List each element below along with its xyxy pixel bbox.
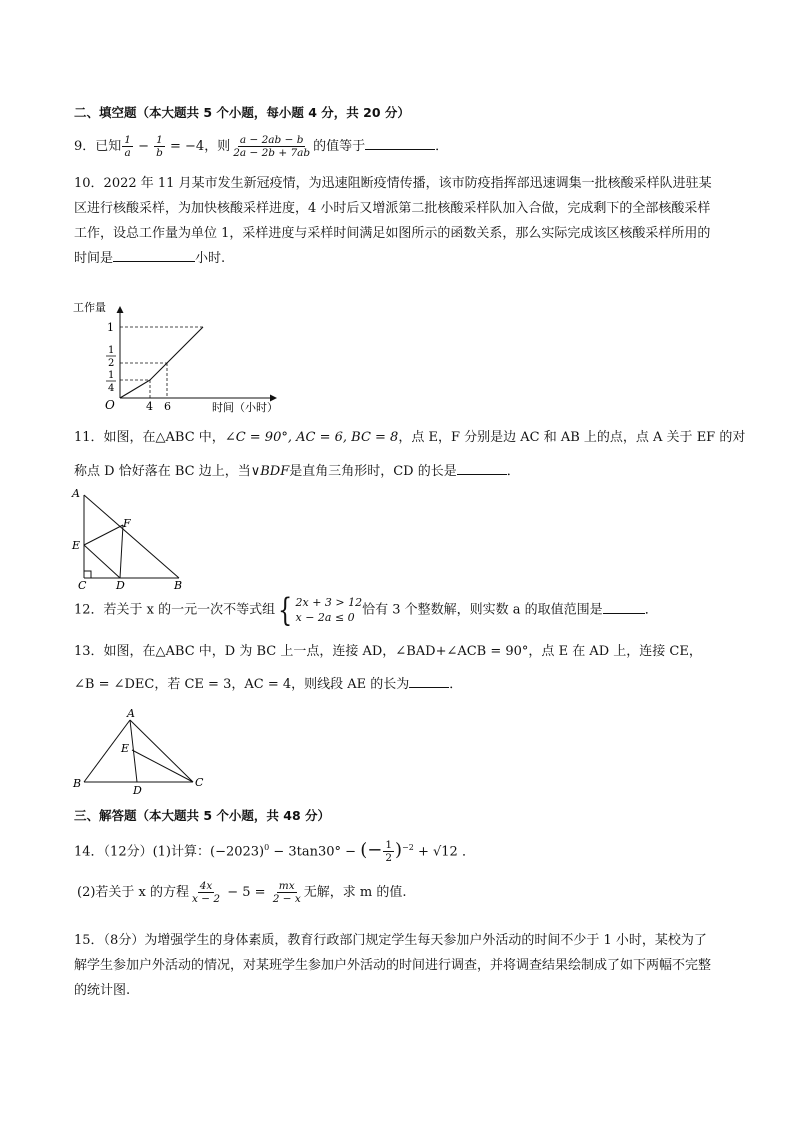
q9-answer-blank[interactable]	[365, 136, 435, 150]
q13-triangle-figure	[70, 705, 215, 797]
q13-label-d: D	[133, 784, 142, 797]
q14-p1-tan: − 3tan30° −	[269, 844, 361, 860]
q12-end: ．	[644, 602, 658, 618]
q11-line1c: ，点 E，F 分别是边 AC 和 AB 上的点，点 A 关于 EF 的对	[398, 430, 746, 445]
question-9	[74, 134, 448, 159]
q9-suffix: 的值等于	[313, 139, 366, 154]
q9-f1-denominator: a	[124, 147, 131, 159]
section-3-title: 三、解答题（本大题共 5 个小题，共 48 分）	[74, 808, 331, 823]
q11-label-b: B	[174, 579, 183, 592]
q11-end: ．	[506, 464, 520, 479]
q12-brace: {	[278, 591, 293, 629]
q9-prefix: 9．已知	[74, 139, 122, 154]
question-13-line-2	[74, 674, 462, 695]
question-10	[74, 171, 714, 271]
graph-x-tick-6: 6	[164, 400, 171, 413]
q11-answer-blank[interactable]	[457, 461, 507, 475]
q11-line1a: 11．如图，在△ABC 中，	[74, 430, 225, 445]
graph-x-label: 时间（小时）	[212, 401, 278, 414]
q9-fraction-3	[231, 134, 312, 159]
q9-minus: −	[133, 139, 154, 154]
q13-label-b: B	[73, 777, 82, 790]
q12-suffix: 恰有 3 个整数解，则实数 a 的取值范围是	[362, 602, 603, 618]
graph-y-tick-quarter-num: 1	[108, 370, 115, 381]
question-14-part-2	[77, 880, 407, 905]
q9-end: ．	[435, 139, 449, 154]
q12-inequality-system	[275, 591, 363, 629]
graph-progress-line	[120, 327, 203, 398]
q11-label-c: C	[78, 579, 87, 592]
q9-f2-numerator: 1	[156, 134, 163, 146]
question-12	[74, 591, 658, 629]
q11-given: ∠C = 90°, AC = 6, BC = 8	[224, 430, 399, 445]
q14-p1-paren-close: )	[395, 839, 403, 861]
q13-label-c: C	[195, 776, 204, 789]
q9-fraction-2	[154, 134, 165, 159]
q14-p2-prefix: (2)若关于 x 的方程	[77, 885, 190, 900]
q14-p2-f1-num: 4x	[199, 880, 213, 892]
q9-f3-numerator: a − 2ab − b	[239, 134, 304, 146]
q14-p1-prefix: 14．（12分）(1)计算：	[74, 844, 210, 860]
question-14-part-1	[74, 836, 475, 864]
question-11-line-1	[74, 428, 745, 448]
q14-p1-sqrt12: + √12 ．	[413, 844, 475, 860]
question-13-line-1: 13．如图，在△ABC 中，D 为 BC 上一点，连接 AD，∠BAD+∠ACB = 90°，点 E 在 AD 上，连接 CE，	[74, 644, 702, 659]
q10-answer-blank[interactable]	[113, 248, 195, 262]
q11-line2c: 是直角三角形时，CD 的长是	[289, 464, 457, 479]
q11-label-d: D	[116, 579, 125, 592]
q9-f3-denominator: 2a − 2b + 7ab	[233, 147, 311, 159]
q10-unit: 小时.	[195, 251, 226, 266]
q11-label-a: A	[72, 487, 80, 500]
q13-end: ．	[449, 677, 463, 692]
graph-y-tick-1: 1	[107, 321, 114, 334]
q14-p2-f2-den: 2 − x	[272, 893, 301, 905]
q11-triangle-figure	[66, 485, 196, 593]
q9-f2-denominator: b	[156, 147, 163, 159]
graph-y-tick-half-num: 1	[108, 345, 115, 356]
question-11-line-2	[74, 461, 520, 482]
q9-fraction-1	[122, 134, 133, 159]
q14-p2-fraction-2	[271, 880, 303, 905]
q14-p2-minus5: − 5 =	[223, 885, 270, 900]
q11-triangle-bdf: ∨BDF	[250, 464, 290, 479]
q11-label-f: F	[123, 517, 131, 530]
graph-y-label: 工作量	[73, 301, 106, 314]
q14-p1-term-1: (−2023)	[210, 844, 265, 860]
q12-prefix: 12．若关于 x 的一元一次不等式组	[74, 602, 276, 618]
q14-p1-exponent-0: 0	[264, 843, 270, 852]
graph-y-tick-half-den: 2	[108, 358, 115, 369]
q14-p1-half-fraction	[383, 839, 394, 864]
q12-inequality-1: 2x + 3 > 12	[295, 596, 363, 609]
q14-p2-f2-num: mx	[278, 880, 295, 892]
q14-p1-half-num: 1	[385, 839, 392, 852]
q13-line2a: ∠B = ∠DEC，若 CE = 3，AC = 4，则线段 AE 的长为	[74, 677, 410, 692]
q11-line2a: 称点 D 恰好落在 BC 边上，当	[74, 464, 251, 479]
q14-p2-suffix: 无解，求 m 的值.	[303, 885, 407, 900]
q14-p1-half-den: 2	[385, 852, 392, 865]
q12-inequality-2: x − 2a ≤ 0	[295, 611, 355, 624]
q13-label-e: E	[121, 742, 130, 755]
graph-x-tick-4: 4	[146, 400, 153, 413]
q14-p1-paren-open: (−	[360, 839, 383, 861]
q12-answer-blank[interactable]	[603, 600, 645, 614]
q13-answer-blank[interactable]	[409, 674, 449, 688]
q10-work-time-graph	[70, 294, 290, 419]
graph-y-tick-quarter-den: 4	[108, 383, 115, 394]
q11-label-e: E	[72, 539, 81, 552]
q13-label-a: A	[127, 707, 135, 720]
q14-p2-f1-den: x − 2	[192, 893, 221, 905]
section-2-title: 二、填空题（本大题共 5 个小题，每小题 4 分，共 20 分）	[74, 105, 410, 120]
graph-origin: O	[105, 398, 115, 412]
question-15: 15．（8分）为增强学生的身体素质，教育行政部门规定学生每天参加户外活动的时间不少于 1 小时，某校为了解学生参加户外活动的情况，对某班学生参加户外活动的时间进行调查，并将调查结果绘制成了如下两幅不完整的统计图.	[74, 933, 712, 998]
q10-text: 10．2022 年 11 月某市发生新冠疫情，为迅速阻断疫情传播，该市防疫指挥部迅速调集一批核酸采样队进驻某区进行核酸采样，为加快核酸采样进度，4 小时后又增派第二批核酸采样队加入合做，完成剩下的全部核酸采样工作，设总工作量为单位 1，采样进度与采样时间满足如图所示的函数关系，那么实际完成该区核酸采样所用的时间是	[74, 176, 712, 266]
q14-p1-exponent-neg2: −2	[402, 843, 414, 852]
q9-equals: = −4，则	[165, 139, 231, 154]
q9-f1-numerator: 1	[124, 134, 131, 146]
q14-p2-fraction-1	[190, 880, 222, 905]
graph-guide-lines	[120, 327, 203, 398]
